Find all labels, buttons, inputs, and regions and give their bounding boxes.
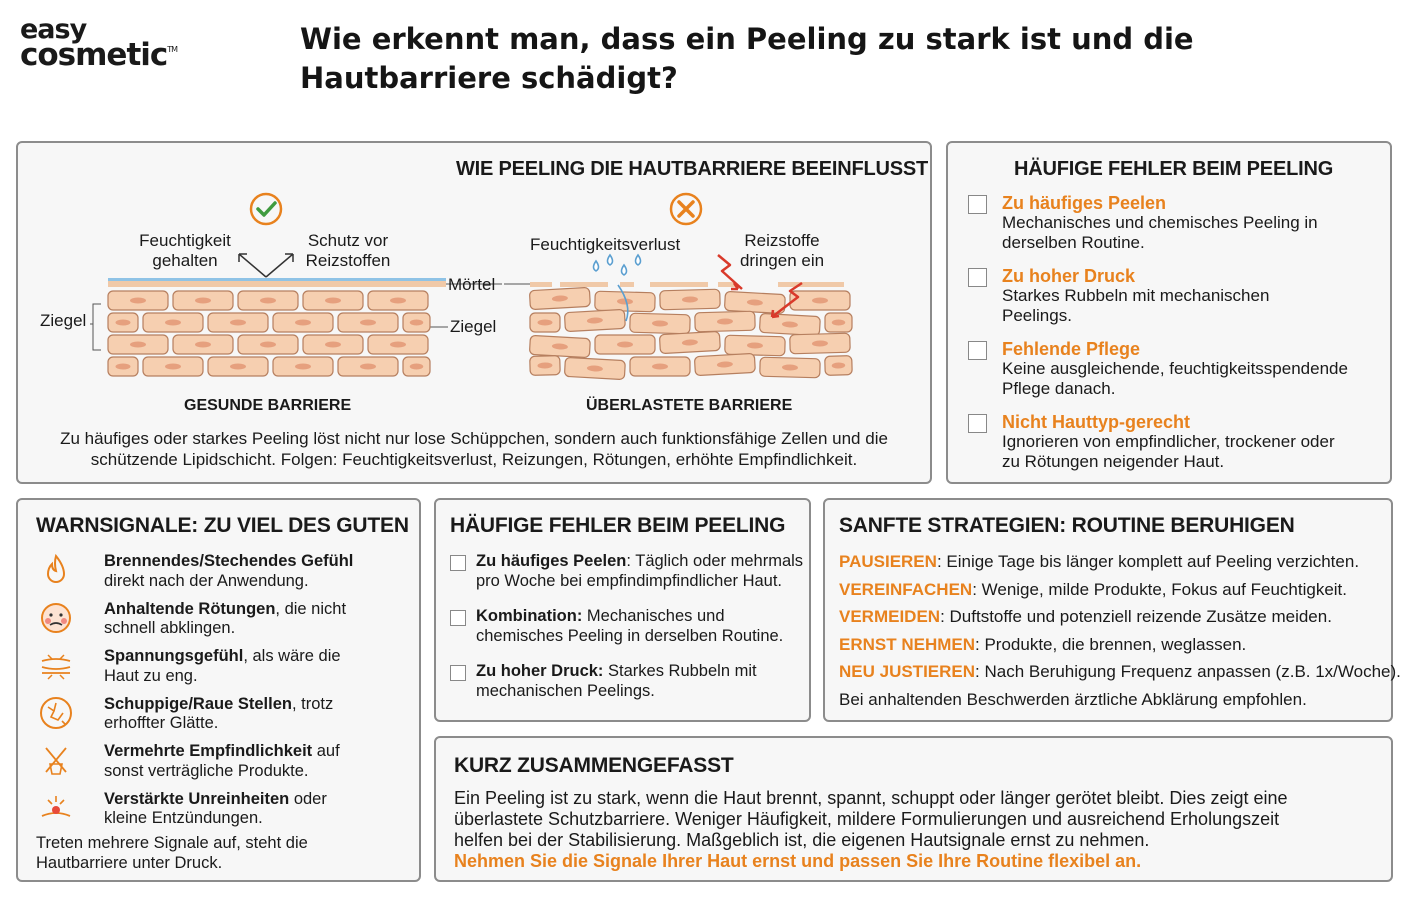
checkbox[interactable] (968, 268, 987, 287)
warning-item-rest: , trotz (291, 694, 334, 713)
error-item-title: Nicht Hauttyp-gerecht (1002, 412, 1191, 432)
error-item-line: Starkes Rubbeln mit mechanischen (1002, 286, 1270, 305)
cracked-skin-icon (38, 695, 74, 731)
errors-middle-panel (434, 498, 811, 722)
brick (208, 313, 268, 332)
checkbox[interactable] (968, 341, 987, 360)
brick (143, 313, 203, 332)
warning-item-text (104, 600, 404, 639)
brick (108, 313, 138, 332)
check-circle-icon (251, 194, 281, 224)
brick (595, 335, 655, 354)
error-item-rest: : Täglich oder mehrmals (626, 552, 804, 570)
warning-item-line2: direkt nach der Anwendung. (104, 571, 309, 590)
warning-item-line2: schnell abklingen. (104, 619, 236, 637)
warning-item-line2: Haut zu eng. (104, 666, 198, 685)
warning-item-line2: erhoffter Glätte. (104, 714, 219, 732)
error-item-bold: Kombination: (476, 607, 583, 625)
warning-item-bold: Vermehrte Empfindlichkeit (104, 742, 313, 760)
error-item-bold: Zu häufiges Peelen (476, 552, 627, 570)
brick (564, 309, 625, 331)
error-item-title: Fehlende Pflege (1002, 339, 1141, 359)
warning-item-line2: kleine Entzündungen. (104, 809, 263, 827)
irritated-face-icon (38, 600, 74, 636)
strategy-item (839, 607, 1332, 627)
error-item-line2: chemisches Peeling in derselben Routine. (476, 626, 784, 645)
page-title-line-1: Wie erkennt man, dass ein Peeling zu stark ist und die (300, 22, 1194, 56)
irritant-label: Reizstoffe dringen ein (739, 231, 825, 270)
summary-heading: KURZ ZUSAMMENGEFASST (454, 754, 734, 777)
warning-item-bold: Brennendes/Stechendes Gefühl (104, 552, 354, 570)
healthy-moisture-label: Feuchtigkeit gehalten (139, 231, 231, 270)
brick (108, 335, 168, 354)
error-item-rest: Starkes Rubbeln mit (603, 662, 757, 680)
warnings-panel (16, 498, 421, 882)
strategy-item (839, 662, 1401, 682)
warning-item-line2: sonst verträgliche Produkte. (104, 761, 309, 780)
errors-middle-heading: HÄUFIGE FEHLER BEIM PEELING (450, 514, 786, 537)
error-item-line2: mechanischen Peelings. (476, 681, 655, 700)
error-item-line: zu Rötungen neigender Haut. (1002, 452, 1225, 471)
strategy-item (839, 552, 1359, 572)
brand-line-2: cosmetic (20, 37, 168, 74)
error-item-line2: pro Woche bei empfindimpfindlicher Haut. (476, 571, 783, 590)
error-item-title: Zu hoher Druck (1002, 266, 1136, 286)
brick (725, 335, 786, 356)
strategy-text: : Produkte, die brennen, weglassen. (975, 634, 1247, 654)
error-item-line: Peelings. (1002, 306, 1072, 325)
brick (659, 331, 720, 353)
brick (368, 335, 428, 354)
brick-label-left: Ziegel (40, 311, 87, 330)
strategy-item (839, 580, 1347, 600)
brick (143, 357, 203, 376)
error-item-title: Zu häufiges Peelen (1002, 193, 1167, 213)
brick (790, 333, 851, 354)
warning-item-bold: Schuppige/Raue Stellen (104, 694, 292, 713)
mortar-label: Mörtel (448, 275, 496, 294)
checkbox[interactable] (450, 610, 466, 626)
barrier-panel (16, 141, 932, 484)
brand-line-1: easy (20, 14, 87, 45)
brick (338, 313, 398, 332)
warnings-footer: Treten mehrere Signale auf, steht die Hautbarriere unter Druck. (36, 834, 308, 872)
barrier-panel-heading: WIE PEELING DIE HAUTBARRIERE BEEINFLUSST (456, 158, 929, 180)
brick (303, 291, 363, 310)
strategy-text: : Nach Beruhigung Frequenz anpassen (z.B. 1x/Woche). (975, 662, 1401, 681)
error-item-line: derselben Routine. (1002, 233, 1145, 252)
brick (825, 356, 853, 376)
warning-item-bold: Anhaltende Rötungen (104, 599, 276, 618)
brick (825, 313, 852, 332)
brick (630, 313, 691, 334)
damaged-brick-wall (529, 287, 852, 379)
blemish-icon (38, 790, 74, 826)
strategy-key: VERMEIDEN (839, 607, 941, 626)
checkbox[interactable] (968, 195, 987, 214)
brick (403, 357, 430, 376)
warning-item-text (104, 742, 404, 781)
warning-item-rest: , als wäre die (243, 647, 341, 665)
brand-trademark: TM (167, 45, 178, 55)
brick (529, 287, 590, 309)
brick (273, 313, 333, 332)
summary-highlight: Nehmen Sie die Signale Ihrer Haut ernst und passen Sie Ihre Routine flexibel an. (454, 851, 1142, 871)
strategy-text: : Wenige, milde Produkte, Fokus auf Feuchtigkeit. (972, 579, 1348, 599)
checkbox[interactable] (450, 665, 466, 681)
brick (403, 313, 430, 332)
warnings-heading: WARNSIGNALE: ZU VIEL DES GUTEN (36, 514, 409, 537)
warning-item-bold: Spannungsgefühl (104, 647, 244, 665)
errors-right-heading: HÄUFIGE FEHLER BEIM PEELING (1014, 158, 1334, 180)
brick (595, 291, 656, 312)
x-circle-icon (671, 194, 701, 224)
strategy-key: VEREINFACHEN (839, 579, 973, 599)
brick (530, 313, 560, 332)
strategy-key: PAUSIEREN (839, 552, 937, 571)
brick (760, 357, 821, 378)
brick (238, 335, 298, 354)
brick (630, 357, 690, 376)
brick (790, 291, 850, 310)
errors-right-panel (946, 141, 1392, 484)
checkbox[interactable] (968, 414, 987, 433)
strategy-text: : Einige Tage bis länger komplett auf Peeling verzichten. (936, 552, 1360, 571)
brick (338, 357, 398, 376)
brick (368, 291, 428, 310)
warning-item-text (104, 695, 404, 734)
strategy-text: : Duftstoffe und potenziell reizende Zusätze meiden. (940, 607, 1332, 626)
brick (108, 291, 168, 310)
brick (173, 291, 233, 310)
warning-item-rest: auf (312, 742, 340, 760)
strategy-item (839, 635, 1246, 655)
healthy-barrier-caption: GESUNDE BARRIERE (184, 397, 352, 414)
checkbox[interactable] (450, 555, 466, 571)
brick (694, 353, 755, 375)
brick (724, 291, 785, 313)
error-item-bold: Zu hoher Druck: (476, 662, 604, 680)
brick (303, 335, 363, 354)
error-item-line: Keine ausgleichende, feuchtigkeitsspendende (1002, 359, 1348, 378)
warning-item-rest: oder (289, 789, 327, 808)
moisture-loss-label: Feuchtigkeitsverlust (530, 235, 681, 254)
brick (530, 356, 561, 376)
tight-skin-icon (38, 647, 74, 683)
strategy-key: NEU JUSTIEREN (839, 662, 976, 681)
error-item-line: Pflege danach. (1002, 379, 1116, 398)
warning-item-text (104, 790, 404, 829)
warning-item-bold: Verstärkte Unreinheiten (104, 789, 290, 808)
brick (273, 357, 333, 376)
brick (208, 357, 268, 376)
sensitivity-icon (38, 742, 74, 778)
strategy-key: ERNST NEHMEN (839, 634, 976, 654)
warning-item-rest: , die nicht (275, 599, 347, 618)
brick (173, 335, 233, 354)
summary-text: Ein Peeling ist zu stark, wenn die Haut brennt, spannt, schuppt oder länger gerötet bleibt. Dies zeigt eine überlastete Schutzbarriere. Weniger Häufigkeit, mildere Formulierungen und ausreichend Erholungszeit helfen bei der Stabilisierung. Maßgeblich ist, die eigenen Hautsignale ernst zu nehmen. Nehmen Sie die Signale Ihrer Haut ernst und passen Sie Ihre Routine flexibel an. (454, 788, 1288, 871)
page-title-line-2: Hautbarriere schädigt? (300, 61, 678, 95)
healthy-protect-label: Schutz vor Reizstoffen (305, 231, 391, 270)
summary-panel (434, 736, 1393, 882)
strategies-heading: SANFTE STRATEGIEN: ROUTINE BERUHIGEN (839, 514, 1295, 537)
warning-item-text (104, 647, 404, 686)
warning-item-text (104, 552, 404, 591)
brand-logo (20, 14, 178, 74)
brick (108, 357, 138, 376)
error-item-line: Ignorieren von empfindlicher, trockener oder (1002, 432, 1335, 451)
brick (529, 335, 590, 357)
brick (238, 291, 298, 310)
brick (695, 311, 756, 332)
healthy-brick-wall (108, 291, 430, 376)
brick (660, 289, 721, 310)
brick (759, 313, 820, 335)
brick (564, 357, 625, 379)
page-title (300, 20, 1200, 98)
error-item-line: Mechanisches und chemisches Peeling in (1002, 213, 1318, 232)
flame-icon (38, 552, 74, 588)
brick-label-right: Ziegel (450, 317, 497, 336)
barrier-description: Zu häufiges oder starkes Peeling löst nicht nur lose Schüppchen, sondern auch funktionsfähige Zellen und die schützende Lipidschicht. Folgen: Feuchtigkeitsverlust, Reizungen, Rötungen, erhöhte Empfindlichkeit. (60, 429, 888, 469)
damaged-barrier-caption: ÜBERLASTETE BARRIERE (586, 397, 793, 414)
strategies-footer: Bei anhaltenden Beschwerden ärztliche Abklärung empfohlen. (839, 690, 1307, 709)
error-item-rest: Mechanisches und (582, 607, 725, 625)
strategies-panel (823, 498, 1401, 722)
